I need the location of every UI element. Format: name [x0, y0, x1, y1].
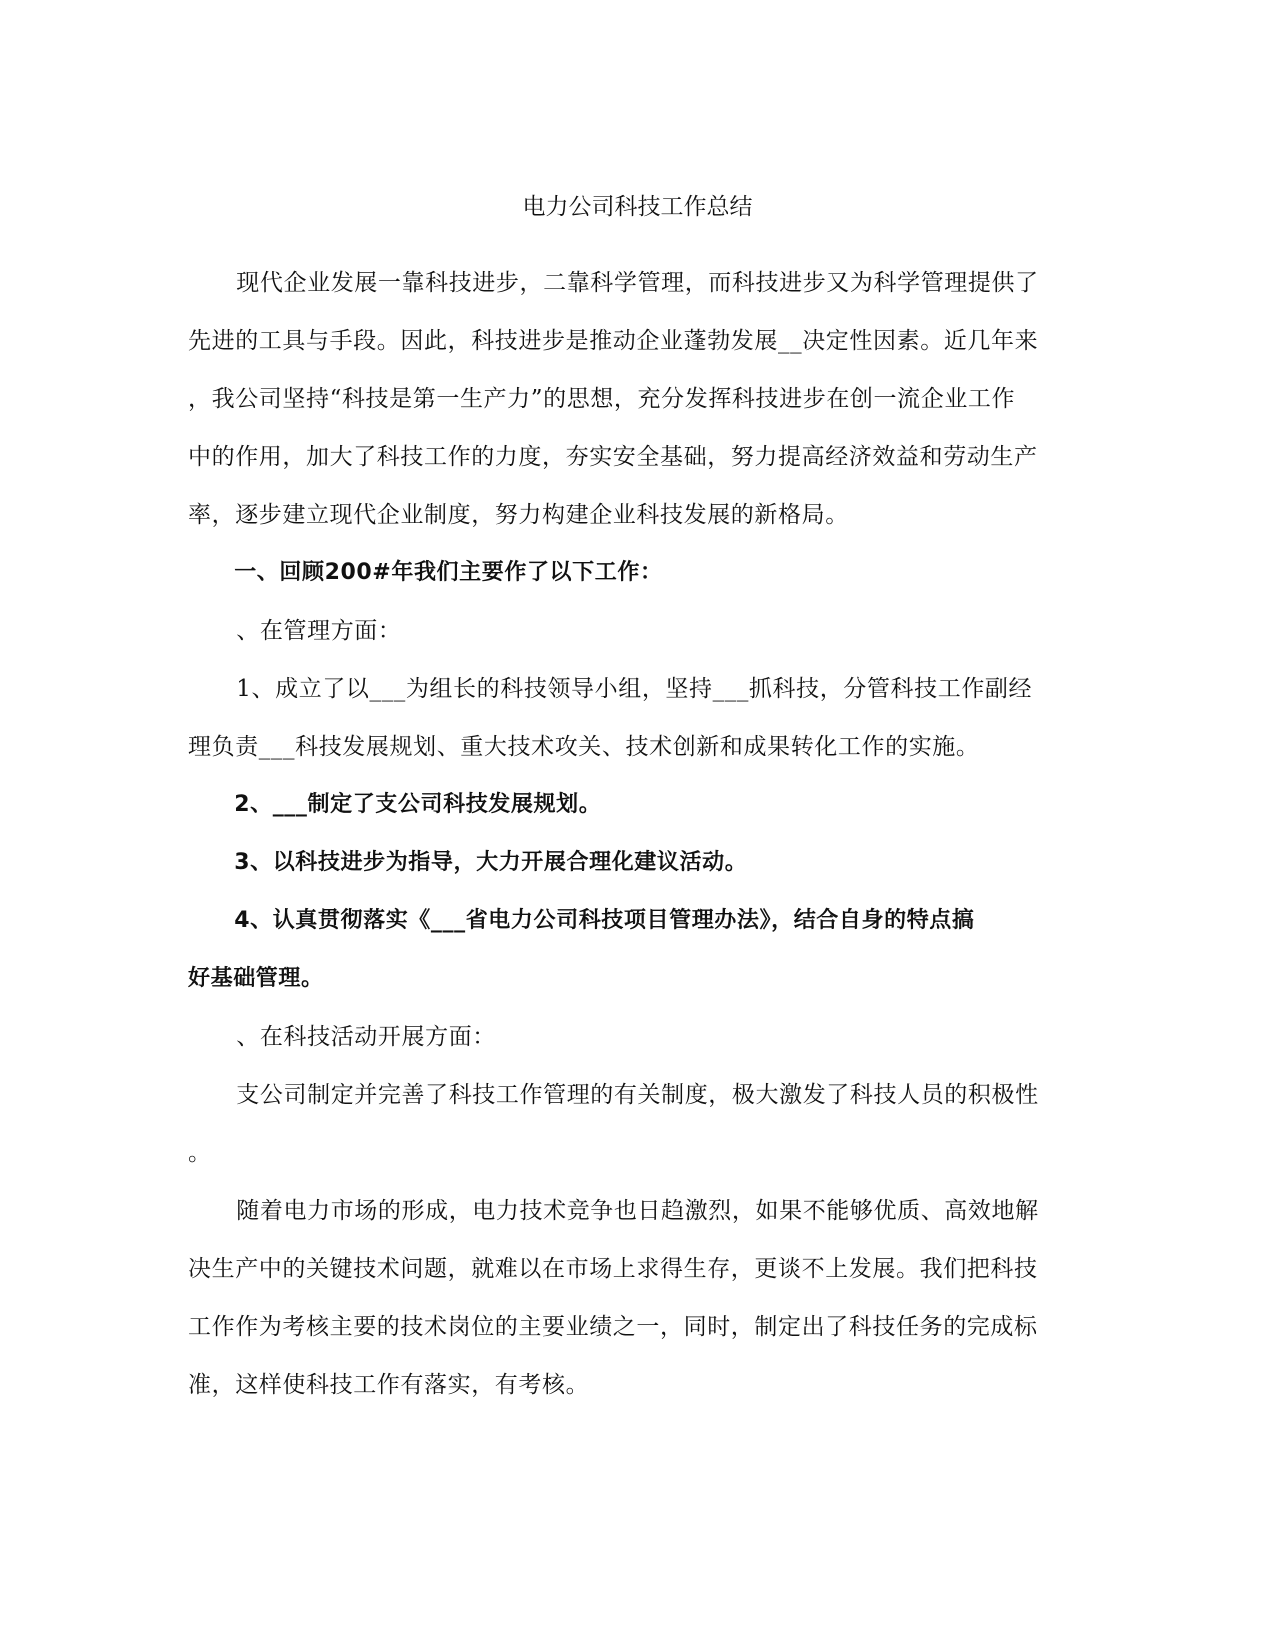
document-title: 电力公司科技工作总结 — [522, 194, 753, 220]
paragraph-line: 2、___制定了支公司科技发展规划。 — [234, 792, 602, 817]
body-paragraph — [188, 1066, 1088, 1182]
paragraph-line: 随着电力市场的形成，电力技术竞争也日趋激烈，如果不能够优质、高效地解 — [236, 1198, 1039, 1224]
paragraph-line: 率，逐步建立现代企业制度，努力构建企业科技发展的新格局。 — [188, 502, 849, 528]
paragraph-line: 1、成立了以___为组长的科技领导小组，坚持___抓科技，分管科技工作副经 — [236, 676, 1033, 702]
paragraph-line: 工作作为考核主要的技术岗位的主要业绩之一，同时，制定出了科技任务的完成标 — [188, 1314, 1038, 1340]
paragraph-line: 中的作用，加大了科技工作的力度，夯实安全基础，努力提高经济效益和劳动生产 — [188, 444, 1038, 470]
paragraph-line: 理负责___科技发展规划、重大技术攻关、技术创新和成果转化工作的实施。 — [188, 734, 980, 760]
section-heading — [188, 544, 1088, 602]
body-paragraph — [188, 1008, 1088, 1066]
paragraph-line: 、在科技活动开展方面： — [236, 1024, 496, 1050]
section-heading — [188, 776, 1088, 834]
section-heading — [188, 834, 1088, 892]
body-paragraph — [188, 660, 1088, 776]
paragraph-line: 、在管理方面： — [236, 618, 402, 644]
paragraph-line: 支公司制定并完善了科技工作管理的有关制度，极大激发了科技人员的积极性 — [236, 1082, 1039, 1108]
paragraph-line: 4、认真贯彻落实《___省电力公司科技项目管理办法》，结合自身的特点搞 — [234, 908, 975, 933]
paragraph-line: 。 — [188, 1140, 212, 1166]
paragraph-line: 现代企业发展一靠科技进步，二靠科学管理，而科技进步又为科学管理提供了 — [236, 270, 1039, 296]
body-paragraph — [188, 1182, 1088, 1414]
document-body — [188, 254, 1088, 1414]
paragraph-line: 先进的工具与手段。因此，科技进步是推动企业蓬勃发展__决定性因素。近几年来 — [188, 328, 1039, 354]
paragraph-line: 好基础管理。 — [188, 966, 324, 991]
paragraph-line: 一、回顾200#年我们主要作了以下工作： — [234, 560, 663, 585]
section-heading — [188, 892, 1088, 1008]
body-paragraph — [188, 602, 1088, 660]
body-paragraph — [188, 254, 1088, 544]
paragraph-line: 3、以科技进步为指导，大力开展合理化建议活动。 — [234, 850, 748, 875]
paragraph-line: 决生产中的关键技术问题，就难以在市场上求得生存，更谈不上发展。我们把科技 — [188, 1256, 1038, 1282]
paragraph-line: ，我公司坚持“科技是第一生产力”的思想，充分发挥科技进步在创一流企业工作 — [188, 386, 1016, 412]
paragraph-line: 准，这样使科技工作有落实，有考核。 — [188, 1372, 590, 1398]
